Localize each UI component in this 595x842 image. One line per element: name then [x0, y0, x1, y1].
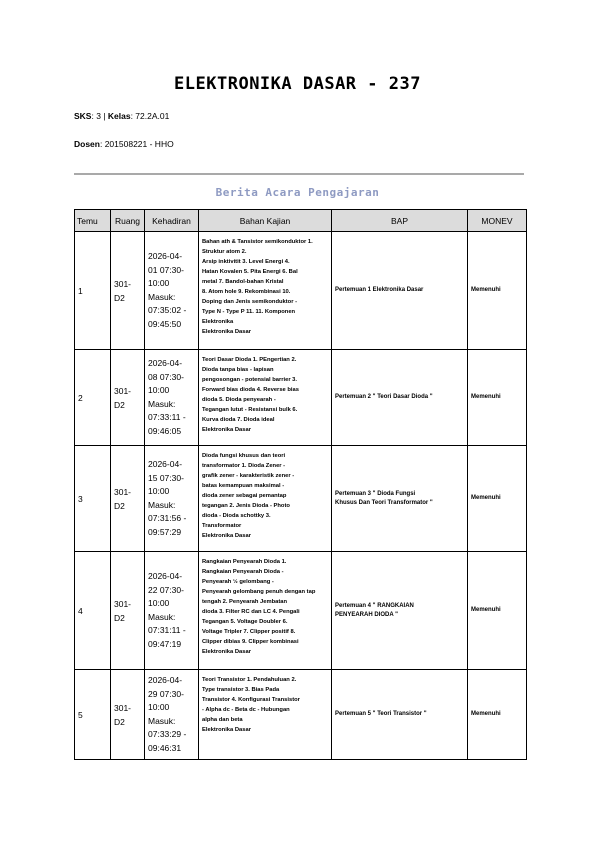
temu-cell: 4 — [75, 552, 111, 670]
header-temu: Temu — [75, 210, 111, 232]
kelas-value: : 72.2A.01 — [130, 111, 170, 121]
header-ruang: Ruang — [111, 210, 145, 232]
temu-cell: 2 — [75, 350, 111, 446]
sks-label: SKS — [74, 111, 92, 121]
section-divider — [74, 173, 524, 175]
header-monev: MONEV — [468, 210, 527, 232]
bahan-kajian-cell: Rangkaian Penyearah Dioda 1. Rangkaian Penyearah Dioda - Penyearah ½ gelombang - Penyearah gelombang penuh dengan tap tengah 2. Penyearah Jembatan dioda 3. Filter RC dan LC 4. Pengali Tegangan 5. Voltage Doubler 6. Voltage Tripler 7. Clipper positif 8. Clipper dibias 9. Clipper kombinasi Elektronika Dasar — [199, 552, 332, 670]
header-bahan-kajian: Bahan Kajian — [199, 210, 332, 232]
ruang-cell: 301- D2 — [111, 670, 145, 760]
kehadiran-cell: 2026-04- 15 07:30- 10:00 Masuk: 07:31:56 - 09:57:29 — [145, 446, 199, 552]
temu-cell: 1 — [75, 232, 111, 350]
bap-cell: Pertemuan 1 Elektronika Dasar — [332, 232, 468, 350]
bap-cell: Pertemuan 2 " Teori Dasar Dioda " — [332, 350, 468, 446]
table-row — [75, 552, 527, 670]
header-bap: BAP — [332, 210, 468, 232]
table-row — [75, 446, 527, 552]
course-meta-sks-kelas — [74, 111, 169, 121]
dosen-value: : 201508221 - HHO — [99, 139, 174, 149]
bahan-kajian-cell: Bahan ath & Tansistor semikonduktor 1. Struktur atom 2. Arsip inktivitit 3. Level Energi 4. Hatan Kovalen 5. Pita Energi 6. Bal metal 7. Bandol-bahan Kristal 8. Atom hole 9. Rekombinasi 10. Doping dan Jenis semikonduktor - Type N - Type P 11. 11. Komponen Elektronika Elektronika Dasar — [199, 232, 332, 350]
monev-cell: Memenuhi — [468, 552, 527, 670]
kehadiran-cell: 2026-04- 01 07:30- 10:00 Masuk: 07:35:02 - 09:45:50 — [145, 232, 199, 350]
kelas-label: Kelas — [107, 111, 131, 121]
table-row — [75, 670, 527, 760]
monev-cell: Memenuhi — [468, 350, 527, 446]
bahan-kajian-cell: Dioda fungsi khusus dan teori transformator 1. Dioda Zener - grafik zener - karakteristik zener - batas kemampuan maksimal - dioda zener sebagai pemantap tegangan 2. Jenis Dioda - Photo dioda - Dioda schottky 3. Transformator Elektronika Dasar — [199, 446, 332, 552]
kehadiran-cell: 2026-04- 29 07:30- 10:00 Masuk: 07:33:29 - 09:46:31 — [145, 670, 199, 760]
temu-cell: 3 — [75, 446, 111, 552]
kehadiran-cell: 2026-04- 22 07:30- 10:00 Masuk: 07:31:11 - 09:47:19 — [145, 552, 199, 670]
bahan-kajian-cell: Teori Dasar Dioda 1. PEngertian 2. Dioda tanpa bias - lapisan pengosongan - potensial barrier 3. Forward bias dioda 4. Reverse bias dioda 5. Dioda penyearah - Tegangan lutut - Resistansi bulk 6. Kurva dioda 7. Dioda ideal Elektronika Dasar — [199, 350, 332, 446]
table-row — [75, 232, 527, 350]
bap-cell: Pertemuan 4 " RANGKAIAN PENYEARAH DIODA " — [332, 552, 468, 670]
table-row — [75, 350, 527, 446]
header-kehadiran: Kehadiran — [145, 210, 199, 232]
table-header-row — [75, 210, 527, 232]
kehadiran-cell: 2026-04- 08 07:30- 10:00 Masuk: 07:33:11 - 09:46:05 — [145, 350, 199, 446]
monev-cell: Memenuhi — [468, 232, 527, 350]
ruang-cell: 301- D2 — [111, 350, 145, 446]
monev-cell: Memenuhi — [468, 446, 527, 552]
bap-cell: Pertemuan 3 " Dioda Fungsi Khusus Dan Teori Transformator " — [332, 446, 468, 552]
ruang-cell: 301- D2 — [111, 446, 145, 552]
bahan-kajian-cell: Teori Transistor 1. Pendahuluan 2. Type transistor 3. Bias Pada Transistor 4. Konfigurasi Transistor - Alpha dc - Beta dc - Hubungan alpha dan beta Elektronika Dasar — [199, 670, 332, 760]
ruang-cell: 301- D2 — [111, 552, 145, 670]
bap-cell: Pertemuan 5 " Teori Transistor " — [332, 670, 468, 760]
teaching-report-table — [74, 209, 527, 760]
temu-cell: 5 — [75, 670, 111, 760]
monev-cell: Memenuhi — [468, 670, 527, 760]
sks-value: : 3 | — [91, 111, 108, 121]
section-title: Berita Acara Pengajaran — [215, 186, 380, 199]
ruang-cell: 301- D2 — [111, 232, 145, 350]
course-title: ELEKTRONIKA DASAR - 237 — [174, 74, 421, 94]
course-meta-dosen — [74, 139, 174, 149]
dosen-label: Dosen — [74, 139, 100, 149]
